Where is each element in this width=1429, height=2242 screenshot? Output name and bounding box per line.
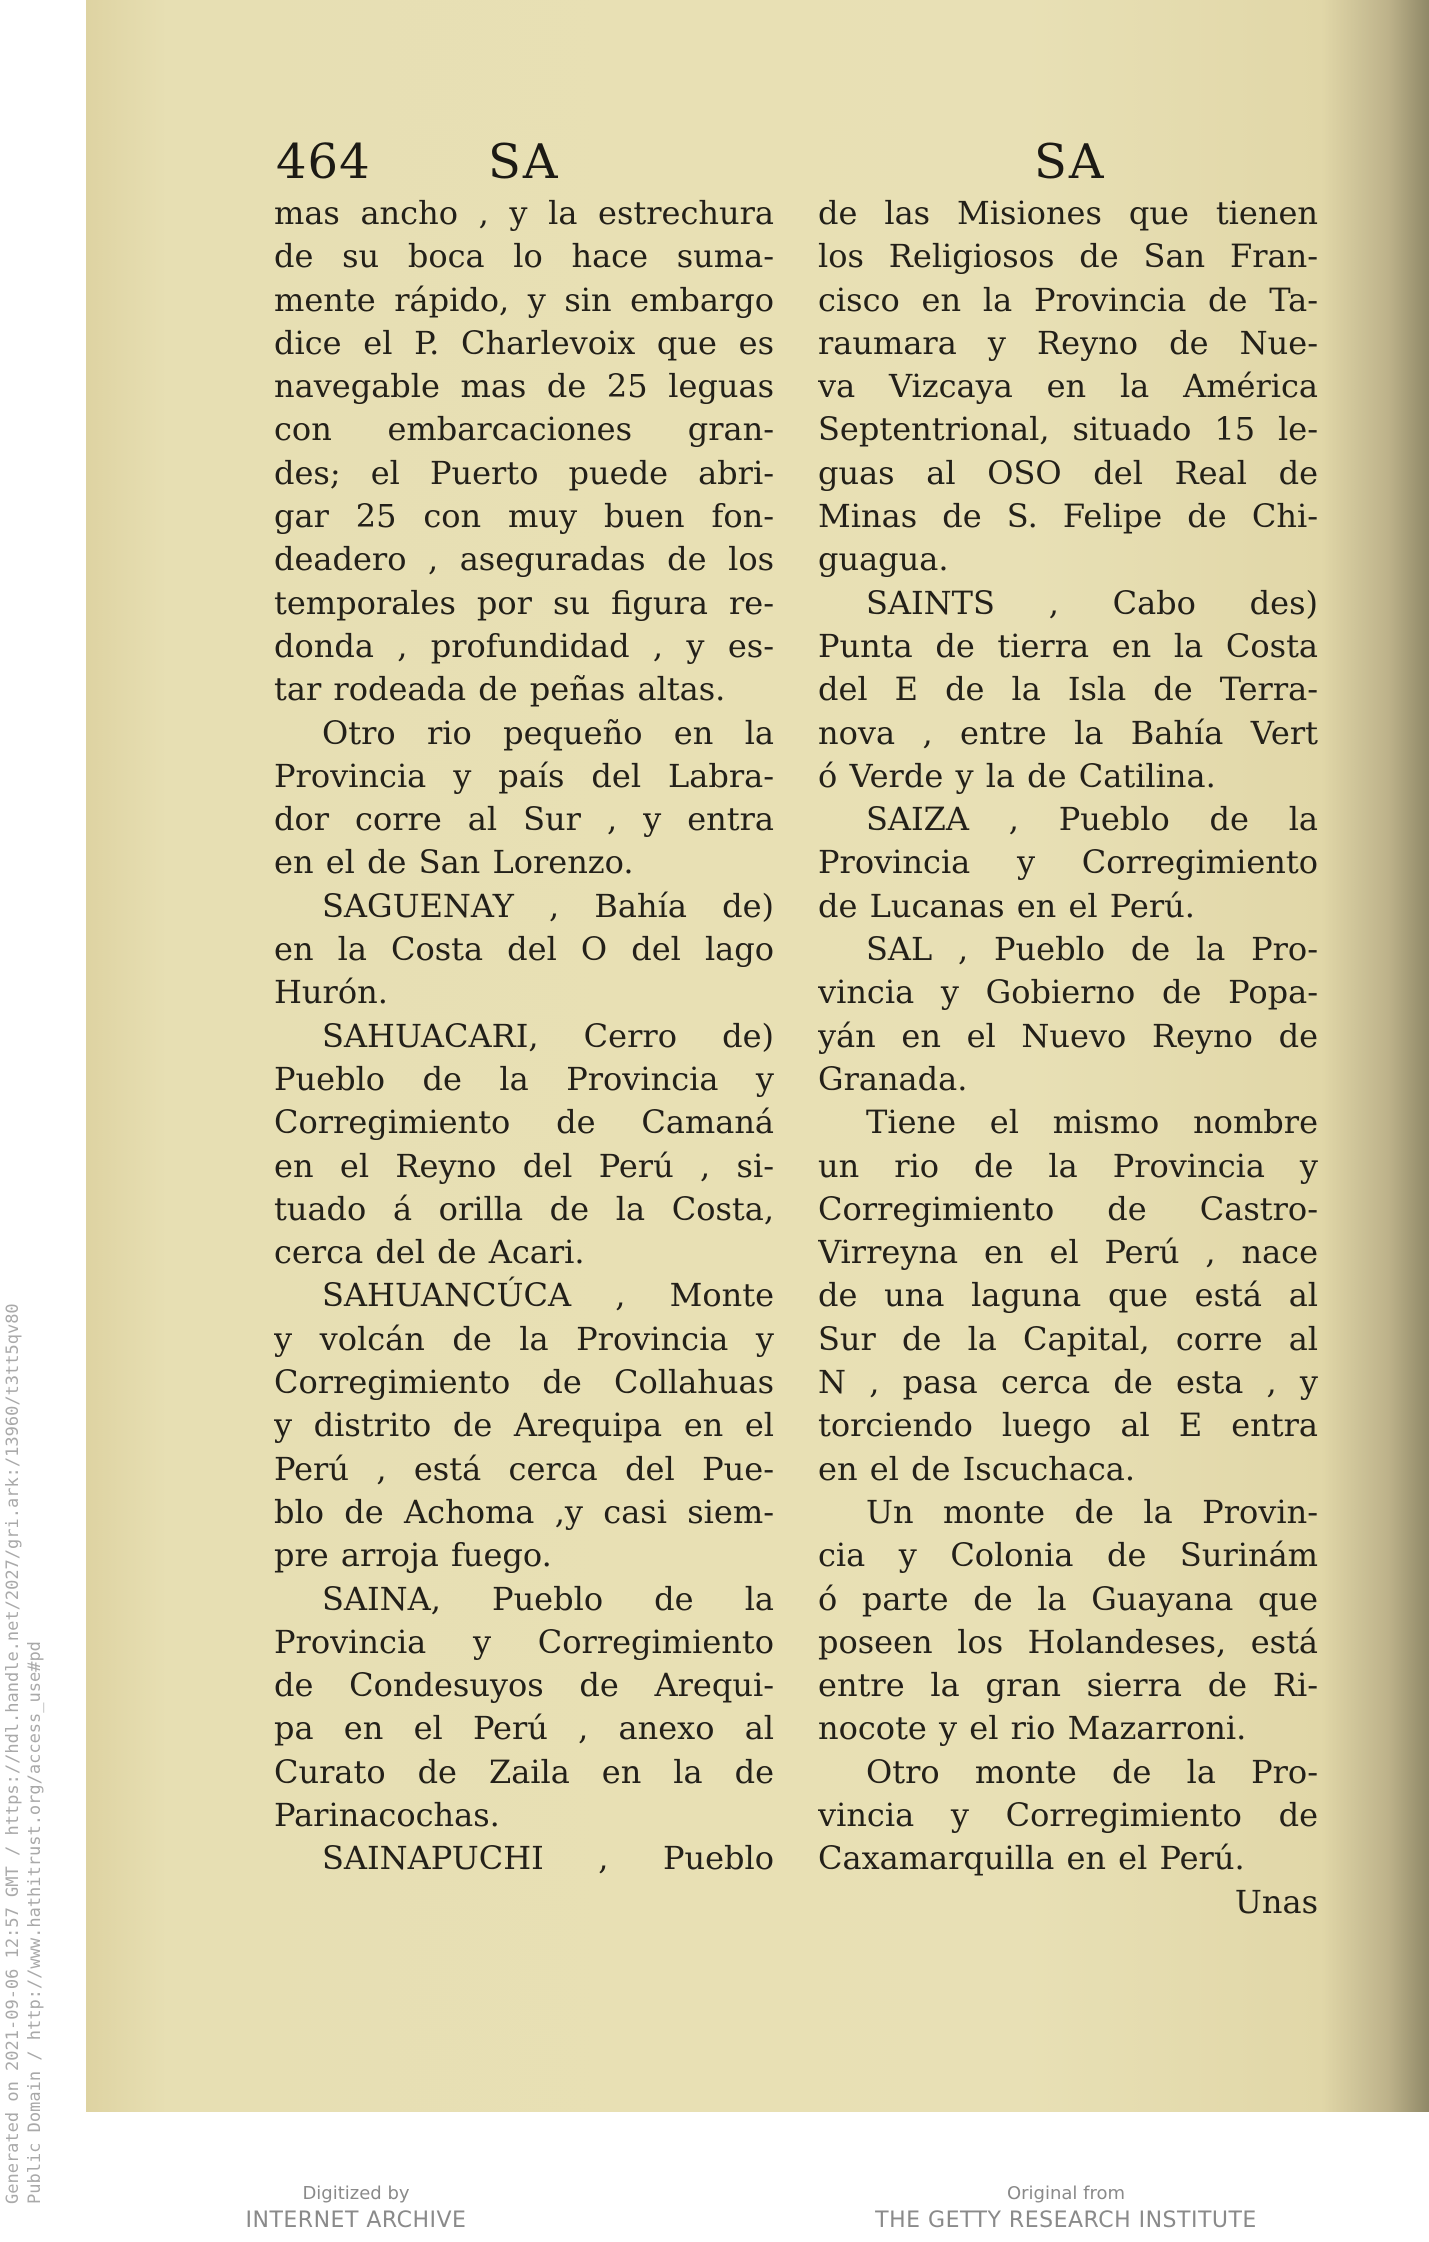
text-line: mas ancho , y la estrechura xyxy=(274,194,774,232)
text-line: en el de Iscuchaca. xyxy=(818,1449,1136,1488)
text-line: yán en el Nuevo Reyno de xyxy=(818,1016,1318,1055)
text-line: blo de Achoma ,y casi siem- xyxy=(274,1492,774,1531)
text-line: cia y Colonia de Surinám xyxy=(818,1536,1318,1575)
text-line: navegable mas de 25 leguas xyxy=(274,367,774,406)
text-line: raumara y Reyno de Nue- xyxy=(818,323,1318,362)
text-line: Corregimiento de Camaná xyxy=(274,1103,774,1142)
text-line: poseen los Holandeses, está xyxy=(818,1622,1318,1661)
page-number: 464 xyxy=(276,134,371,190)
text-line: Pueblo de la Provincia y xyxy=(274,1059,774,1098)
digitized-by-label: Digitized by xyxy=(302,2183,410,2204)
text-line: del E de la Isla de Terra- xyxy=(818,670,1318,709)
entry-headword-line: SAGUENAY , Bahía de) xyxy=(322,886,774,925)
entry-headword-line: SAINA, Pueblo de la xyxy=(322,1579,774,1618)
text-line: los Religiosos de San Fran- xyxy=(818,237,1318,276)
right-column-text xyxy=(818,192,1318,1924)
text-line: en la Costa del O del lago xyxy=(274,930,774,969)
text-line: Caxamarquilla en el Perú. xyxy=(818,1839,1245,1878)
original-from-credit xyxy=(856,2182,1276,2236)
catchword: Unas xyxy=(1234,1882,1318,1921)
text-line: tuado á orilla de la Costa, xyxy=(274,1189,774,1228)
text-line: Un monte de la Provin- xyxy=(866,1492,1318,1531)
text-line: Virreyna en el Perú , nace xyxy=(818,1233,1318,1272)
text-line: N , pasa cerca de esta , y xyxy=(818,1363,1318,1402)
text-line: dice el P. Charlevoix que es xyxy=(274,323,774,362)
text-line: con embarcaciones gran- xyxy=(274,410,774,449)
text-line: donda , profundidad , y es- xyxy=(274,626,774,665)
text-line: en el Reyno del Perú , si- xyxy=(274,1146,774,1185)
entry-headword-line: SAINAPUCHI , Pueblo xyxy=(322,1839,774,1878)
text-line: Parinacochas. xyxy=(274,1795,500,1834)
margin-stamp xyxy=(2,1104,46,2204)
text-line: cisco en la Provincia de Ta- xyxy=(818,280,1318,319)
text-line: Provincia y Corregimiento xyxy=(818,843,1318,882)
text-line: guas al OSO del Real de xyxy=(818,453,1318,492)
text-line: temporales por su figura re- xyxy=(274,583,774,622)
text-line: Otro monte de la Pro- xyxy=(866,1752,1318,1791)
original-from-label: Original from xyxy=(1006,2183,1126,2204)
text-line: Corregimiento de Collahuas xyxy=(274,1363,774,1402)
text-line: de su boca lo hace suma- xyxy=(274,237,774,276)
text-line: pre arroja fuego. xyxy=(274,1536,552,1575)
digitized-by-credit xyxy=(216,2182,496,2236)
text-line: Tiene el mismo nombre xyxy=(866,1103,1318,1142)
text-line: vincia y Corregimiento de xyxy=(818,1795,1318,1834)
text-line: un rio de la Provincia y xyxy=(818,1146,1318,1185)
text-line: Septentrional, situado 15 le- xyxy=(818,410,1318,449)
text-line: Hurón. xyxy=(274,973,388,1012)
text-line: deadero , aseguradas de los xyxy=(274,540,774,579)
text-line: des; el Puerto puede abri- xyxy=(274,453,774,492)
entry-headword-line: SAINTS , Cabo des) xyxy=(866,583,1318,622)
text-line: y volcán de la Provincia y xyxy=(274,1319,774,1358)
text-line: Punta de tierra en la Costa xyxy=(818,626,1318,665)
text-line: de Condesuyos de Arequi- xyxy=(274,1666,774,1705)
getty-institute-label: THE GETTY RESEARCH INSTITUTE xyxy=(875,2208,1257,2233)
text-line: de Lucanas en el Perú. xyxy=(818,886,1195,925)
entry-headword-line: SAHUACARI, Cerro de) xyxy=(322,1016,774,1055)
text-line: nova , entre la Bahía Vert xyxy=(818,713,1318,752)
text-line: y distrito de Arequipa en el xyxy=(274,1406,774,1445)
text-line: Corregimiento de Castro- xyxy=(818,1189,1318,1228)
text-line: va Vizcaya en la América xyxy=(818,367,1318,406)
text-line: Curato de Zaila en la de xyxy=(274,1752,774,1791)
text-line: dor corre al Sur , y entra xyxy=(274,800,774,839)
text-line: Perú , está cerca del Pue- xyxy=(274,1449,774,1488)
entry-headword-line: SAHUANCÚCA , Monte xyxy=(322,1276,774,1315)
text-line: Provincia y Corregimiento xyxy=(274,1622,774,1661)
text-line: gar 25 con muy buen fon- xyxy=(274,497,774,536)
text-line: entre la gran sierra de Ri- xyxy=(818,1666,1318,1705)
text-line: Otro rio pequeño en la xyxy=(322,713,774,752)
text-line: ó Verde y la de Catilina. xyxy=(818,756,1216,795)
text-line: nocote y el rio Mazarroni. xyxy=(818,1709,1247,1748)
text-line: ó parte de la Guayana que xyxy=(818,1579,1318,1618)
text-line: pa en el Perú , anexo al xyxy=(274,1709,774,1748)
text-line: Sur de la Capital, corre al xyxy=(818,1319,1318,1358)
text-line: mente rápido, y sin embargo xyxy=(274,280,774,319)
text-line: tar rodeada de peñas altas. xyxy=(274,670,726,709)
text-line: guagua. xyxy=(818,540,949,579)
text-line: de las Misiones que tienen xyxy=(818,194,1318,232)
text-line: torciendo luego al E entra xyxy=(818,1406,1318,1445)
text-line: de una laguna que está al xyxy=(818,1276,1318,1315)
text-line: vincia y Gobierno de Popa- xyxy=(818,973,1318,1012)
text-line: cerca del de Acari. xyxy=(274,1233,585,1272)
running-head-right: SA xyxy=(1034,134,1106,190)
text-line: en el de San Lorenzo. xyxy=(274,843,634,882)
stamp-generated-line: Generated on 2021-09-06 12:57 GMT / https://hdl.handle.net/2027/gri.ark:/13960/t3tt5qv80 xyxy=(3,1303,23,2204)
left-column-text xyxy=(274,192,774,1881)
entry-headword-line: SAIZA , Pueblo de la xyxy=(866,800,1318,839)
entry-headword-line: SAL , Pueblo de la Pro- xyxy=(866,930,1318,969)
text-line: Granada. xyxy=(818,1059,968,1098)
text-line: Minas de S. Felipe de Chi- xyxy=(818,497,1318,536)
stamp-rights-line: Public Domain / http://www.hathitrust.org/access_use#pd xyxy=(25,1641,45,2204)
running-head-left: SA xyxy=(488,134,560,190)
internet-archive-label: INTERNET ARCHIVE xyxy=(245,2208,467,2233)
text-line: Provincia y país del Labra- xyxy=(274,756,774,795)
